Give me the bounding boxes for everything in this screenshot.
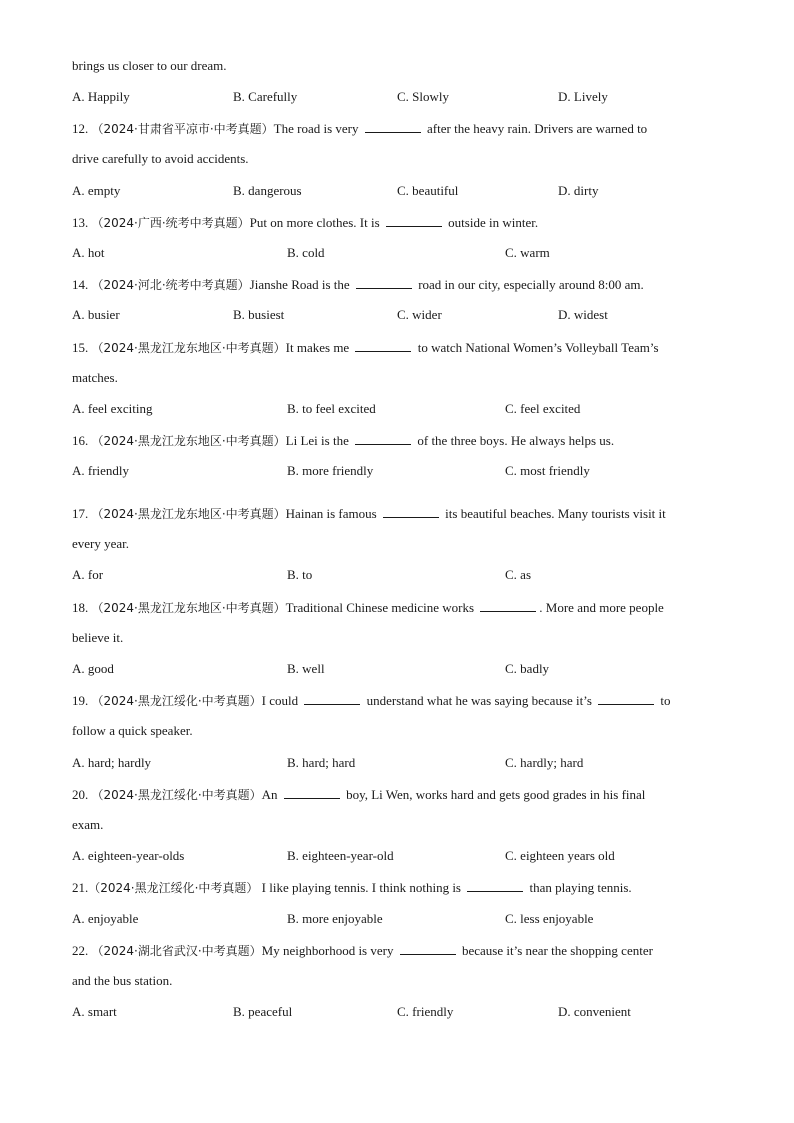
stem-text: The road is very — [273, 121, 359, 136]
stem-text: Hainan is famous — [285, 506, 377, 521]
question-14-stem — [72, 276, 732, 292]
option-b[interactable]: B. cold — [287, 245, 325, 260]
stem-text: I like playing tennis. I think nothing is — [261, 880, 461, 895]
option-d[interactable]: D. dirty — [558, 183, 599, 198]
answer-blank — [480, 599, 536, 612]
stem-text: An — [261, 787, 278, 802]
answer-blank — [383, 505, 439, 518]
question-number: 20. — [72, 787, 89, 802]
question-number: 15. — [72, 340, 89, 355]
option-a[interactable]: A. hot — [72, 245, 105, 260]
answer-blank — [355, 432, 411, 445]
option-c[interactable]: C. badly — [505, 661, 550, 676]
question-20-stem — [72, 786, 732, 802]
stem-text: of the three boys. He always helps us. — [417, 433, 615, 448]
option-b[interactable]: B. more enjoyable — [287, 911, 383, 926]
question-source: （2024·黑龙江绥化·中考真题） — [91, 694, 262, 708]
option-c[interactable]: C. wider — [397, 307, 442, 322]
answer-blank — [467, 879, 523, 892]
option-a[interactable]: A. for — [72, 567, 104, 582]
question-source: （2024·河北·统考中考真题） — [91, 278, 250, 292]
question-20-stem-line2: exam. — [72, 817, 104, 832]
question-18-stem — [72, 599, 732, 615]
question-12-stem-line2: drive carefully to avoid accidents. — [72, 151, 249, 166]
question-number: 16. — [72, 433, 89, 448]
option-a[interactable]: A. good — [72, 661, 114, 676]
question-number: 17. — [72, 506, 89, 521]
stem-text: My neighborhood is very — [261, 943, 394, 958]
option-c[interactable]: C. hardly; hard — [505, 755, 584, 770]
question-number: 12. — [72, 121, 89, 136]
option-c[interactable]: C. warm — [505, 245, 550, 260]
stem-text: to watch National Women’s Volleyball Team’s — [417, 340, 659, 355]
question-11-continuation: brings us closer to our dream. — [72, 58, 227, 73]
question-source: （2024·黑龙江龙东地区·中考真题） — [91, 601, 286, 615]
option-b[interactable]: B. peaceful — [233, 1004, 293, 1019]
stem-text: understand what he was saying because it’s — [366, 693, 592, 708]
question-19-stem-line2: follow a quick speaker. — [72, 723, 193, 738]
question-number: 19. — [72, 693, 89, 708]
question-source: （2024·广西·统考中考真题） — [91, 216, 250, 230]
option-c[interactable]: C. beautiful — [397, 183, 459, 198]
option-a[interactable]: A. empty — [72, 183, 121, 198]
question-source: （2024·黑龙江龙东地区·中考真题） — [91, 434, 286, 448]
stem-text: outside in winter. — [448, 215, 539, 230]
option-a[interactable]: A. busier — [72, 307, 120, 322]
option-b[interactable]: B. well — [287, 661, 325, 676]
question-number: 14. — [72, 277, 89, 292]
option-d[interactable]: D. Lively — [558, 89, 608, 104]
question-22-stem — [72, 942, 732, 958]
question-source: （2024·甘肃省平凉市·中考真题） — [91, 122, 274, 136]
option-d[interactable]: D. convenient — [558, 1004, 631, 1019]
answer-blank — [304, 692, 360, 705]
stem-text: Traditional Chinese medicine works — [285, 600, 475, 615]
stem-text: road in our city, especially around 8:00 am. — [418, 277, 644, 292]
stem-text: Li Lei is the — [285, 433, 349, 448]
stem-text: Jianshe Road is the — [249, 277, 350, 292]
option-c[interactable]: C. Slowly — [397, 89, 450, 104]
option-a[interactable]: A. smart — [72, 1004, 117, 1019]
stem-text: than playing tennis. — [529, 880, 632, 895]
option-a[interactable]: A. enjoyable — [72, 911, 139, 926]
stem-text: I could — [261, 693, 299, 708]
option-b[interactable]: B. Carefully — [233, 89, 298, 104]
option-c[interactable]: C. most friendly — [505, 463, 590, 478]
stem-text: to — [660, 693, 671, 708]
stem-text: after the heavy rain. Drivers are warned to — [427, 121, 648, 136]
question-number: 21. — [72, 880, 89, 895]
option-b[interactable]: B. more friendly — [287, 463, 374, 478]
option-c[interactable]: C. eighteen years old — [505, 848, 615, 863]
question-18-stem-line2: believe it. — [72, 630, 124, 645]
question-22-stem-line2: and the bus station. — [72, 973, 173, 988]
question-21-stem — [72, 879, 732, 895]
stem-text: because it’s near the shopping center — [461, 943, 653, 958]
stem-text: its beautiful beaches. Many tourists visit it — [445, 506, 666, 521]
option-c[interactable]: C. friendly — [397, 1004, 454, 1019]
option-c[interactable]: C. less enjoyable — [505, 911, 594, 926]
option-c[interactable]: C. feel excited — [505, 401, 581, 416]
question-source: （2024·黑龙江绥化·中考真题） — [91, 788, 262, 802]
question-15-stem-line2: matches. — [72, 370, 118, 385]
question-source: （2024·黑龙江绥化·中考真题） — [88, 881, 259, 895]
stem-text: Put on more clothes. It is — [249, 215, 380, 230]
answer-blank — [355, 339, 411, 352]
option-d[interactable]: D. widest — [558, 307, 608, 322]
question-17-stem-line2: every year. — [72, 536, 130, 551]
stem-text: It makes me — [285, 340, 350, 355]
option-a[interactable]: A. hard; hardly — [72, 755, 152, 770]
question-12-stem — [72, 120, 732, 136]
question-19-stem — [72, 692, 732, 708]
question-number: 13. — [72, 215, 89, 230]
stem-text: . More and more people — [539, 600, 664, 615]
question-13-stem — [72, 214, 732, 230]
option-a[interactable]: A. feel exciting — [72, 401, 153, 416]
option-a[interactable]: A. friendly — [72, 463, 130, 478]
answer-blank — [365, 120, 421, 133]
option-b[interactable]: B. hard; hard — [287, 755, 356, 770]
option-a[interactable]: A. Happily — [72, 89, 130, 104]
stem-text: boy, Li Wen, works hard and gets good grades in his final — [346, 787, 646, 802]
answer-blank — [400, 942, 456, 955]
answer-blank — [284, 786, 340, 799]
question-number: 22. — [72, 943, 89, 958]
question-15-stem — [72, 339, 732, 355]
answer-blank — [598, 692, 654, 705]
option-b[interactable]: B. busiest — [233, 307, 285, 322]
question-16-stem — [72, 432, 732, 448]
question-number: 18. — [72, 600, 89, 615]
option-b[interactable]: B. dangerous — [233, 183, 302, 198]
answer-blank — [386, 214, 442, 227]
question-source: （2024·湖北省武汉·中考真题） — [91, 944, 262, 958]
option-b[interactable]: B. to feel excited — [287, 401, 376, 416]
question-source: （2024·黑龙江龙东地区·中考真题） — [91, 341, 286, 355]
option-a[interactable]: A. eighteen-year-olds — [72, 848, 185, 863]
option-b[interactable]: B. to — [287, 567, 313, 582]
question-source: （2024·黑龙江龙东地区·中考真题） — [91, 507, 286, 521]
answer-blank — [356, 276, 412, 289]
question-17-stem — [72, 505, 732, 521]
option-b[interactable]: B. eighteen-year-old — [287, 848, 394, 863]
option-c[interactable]: C. as — [505, 567, 531, 582]
